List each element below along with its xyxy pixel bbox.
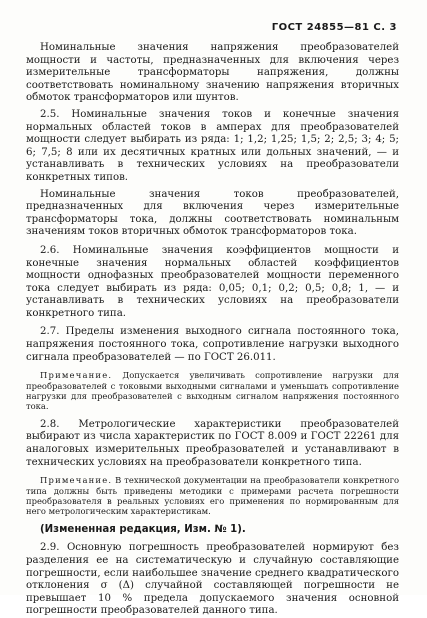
note-label: Примечание. (40, 475, 113, 486)
paragraph-2-5: 2.5. Номинальные значения токов и конечные значения нормальных областей токов в амперах для преобразователей мощности следует выбирать из ряда: 1; 1,2; 1,25; 1,5; 2; 2,5; 3; 4; 5; 6; 7,5; 8 или их десятичных кратных или дольных значений, — и устанавливать в технических условиях на преобразователи конкретных типов. (26, 108, 399, 183)
note-2-7 (26, 370, 399, 412)
paragraph-2-7: 2.7. Пределы изменения выходного сигнала постоянного тока, напряжения постоянного тока, сопротивление нагрузки выходного сигнала преобразователей — по ГОСТ 26.011. (26, 326, 399, 363)
page-header: ГОСТ 24855—81 С. 3 (271, 22, 397, 33)
note-text: В технической документации на преобразователи конкретного типа должны быть приведены методики с примерами расчета погрешности преобразователя в реальных условиях его применения по нормированным для него метрологическим характеристикам. (26, 475, 399, 517)
paragraph-2-5-continued: Номинальные значения токов преобразователей, предназначенных для включения через измерительные трансформаторы тока, должны соответствовать номинальным значениям токов вторичных обмоток трансформаторов тока. (26, 188, 399, 238)
paragraph-2-6: 2.6. Номинальные значения коэффициентов мощности и конечные значения нормальных областей коэффициентов мощности однофазных преобразователей мощности переменного тока следует выбирать из ряда: 0,05; 0,1; 0,2; 0,5; 0,8; 1, — и устанавливать в технических условиях на преобразователи конкретного типа. (26, 244, 399, 319)
revision-note: (Измененная редакция, Изм. № 1). (40, 523, 246, 535)
note-2-8 (26, 475, 399, 517)
document-body (26, 42, 399, 618)
paragraph-voltage-nominal: Номинальные значения напряжения преобразователей мощности и частоты, предназначенных для включения через измерительные трансформаторы напряжения, должны соответствовать номинальному значению напряжения вторичных обмоток трансформаторов или шунтов. (26, 42, 399, 104)
note-label: Примечание. (40, 370, 113, 381)
note-text: Допускается увеличивать сопротивление нагрузки для преобразователей с токовыми выходными сигналами и уменьшать сопротивление нагрузки для преобразователей с выходным сигналом напряжения постоянного тока. (26, 370, 399, 412)
paragraph-2-8: 2.8. Метрологические характеристики преобразователей выбирают из числа характеристик по ГОСТ 8.009 и ГОСТ 22261 для аналоговых измерительных преобразователей и устанавливают в технических условиях на преобразователи конкретного типа. (26, 418, 399, 468)
paragraph-2-9: 2.9. Основную погрешность преобразователей нормируют без разделения ее на систематическую и случайную составляющие погрешности, если наибольшее значение среднего квадратического отклонения σ (Δ) случайной составляющей погрешности не превышает 10 % предела допускаемого значения основной погрешности преобразователей данного типа. (26, 542, 399, 617)
